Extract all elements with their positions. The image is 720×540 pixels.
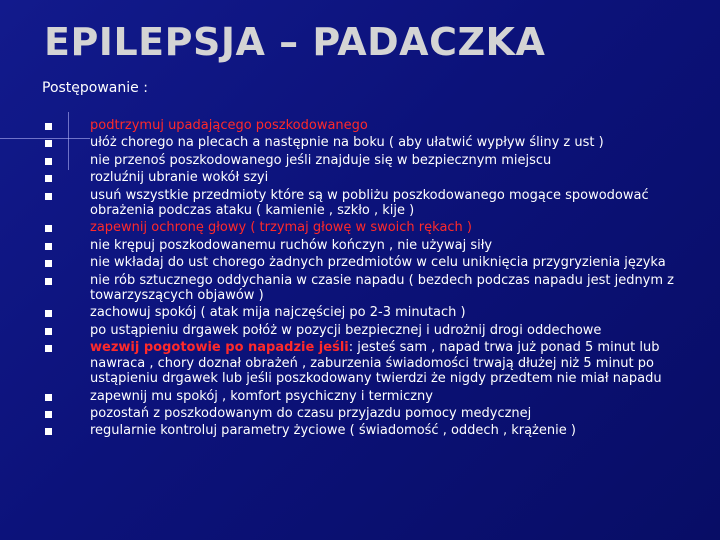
list-item-text: : jesteś sam , napad trwa już ponad 5 minut lub nawraca , chory doznał obrażeń , zaburzenia świadomości trwają dłużej niż 5 minut po ustąpieniu drgawek lub jeśli poszkodowany twierdzi że nigdy przedtem nie miał napadu [90, 340, 662, 387]
list-item [40, 188, 680, 219]
list-item [40, 406, 680, 421]
list-item-text: zapewnij ochronę głowy ( trzymaj głowę w swoich rękach ) [90, 220, 473, 236]
list-item [40, 118, 680, 133]
square-bullet-icon [45, 140, 52, 147]
square-bullet-icon [45, 328, 52, 335]
list-item-text: nie rób sztucznego oddychania w czasie napadu ( bezdech podczas napadu jest jednym z towarzyszących objawów ) [90, 272, 674, 304]
list-item [40, 323, 680, 338]
square-bullet-icon [45, 345, 52, 352]
list-item-text: zachowuj spokój ( atak mija najczęściej po 2-3 minutach ) [90, 305, 466, 321]
square-bullet-icon [45, 394, 52, 401]
square-bullet-icon [45, 225, 52, 232]
list-item [40, 153, 680, 168]
list-item [40, 238, 680, 253]
slide-subtitle: Postępowanie : [42, 80, 148, 96]
list-item [40, 340, 680, 386]
list-item-text: po ustąpieniu drgawek połóż w pozycji bezpiecznej i udrożnij drogi oddechowe [90, 322, 602, 338]
list-item-text: nie wkładaj do ust chorego żadnych przedmiotów w celu uniknięcia przygryzienia języka [90, 255, 666, 271]
list-item-text: rozluźnij ubranie wokół szyi [90, 170, 269, 186]
square-bullet-icon [45, 310, 52, 317]
list-item-text: pozostań z poszkodowanym do czasu przyjazdu pomocy medycznej [90, 405, 532, 421]
list-item-text: regularnie kontroluj parametry życiowe ( świadomość , oddech , krążenie ) [90, 423, 576, 439]
square-bullet-icon [45, 123, 52, 130]
list-item-text: nie krępuj poszkodowanemu ruchów kończyn , nie używaj siły [90, 237, 493, 253]
list-item [40, 305, 680, 320]
procedure-list [40, 118, 680, 439]
list-item [40, 389, 680, 404]
list-item-text: ułóż chorego na plecach a następnie na boku ( aby ułatwić wypływ śliny z ust ) [90, 135, 604, 151]
list-item-text: usuń wszystkie przedmioty które są w pobliżu poszkodowanego mogące spowodować obrażenia podczas ataku ( kamienie , szkło , kije ) [90, 187, 649, 219]
list-item-text: zapewnij mu spokój , komfort psychiczny i termiczny [90, 388, 433, 404]
list-item [40, 255, 680, 270]
list-item-text: nie przenoś poszkodowanego jeśli znajduje się w bezpiecznym miejscu [90, 152, 552, 168]
square-bullet-icon [45, 158, 52, 165]
list-item [40, 220, 680, 235]
square-bullet-icon [45, 175, 52, 182]
square-bullet-icon [45, 428, 52, 435]
list-item-text: podtrzymuj upadającego poszkodowanego [90, 118, 368, 133]
square-bullet-icon [45, 278, 52, 285]
square-bullet-icon [45, 193, 52, 200]
square-bullet-icon [45, 260, 52, 267]
square-bullet-icon [45, 411, 52, 418]
slide-title: EPILEPSJA – PADACZKA [44, 20, 546, 64]
list-item [40, 135, 680, 150]
list-item-emphasis: wezwij pogotowie po napadzie jeśli [90, 340, 349, 356]
list-item [40, 170, 680, 185]
list-item [40, 423, 680, 438]
list-item [40, 273, 680, 304]
square-bullet-icon [45, 243, 52, 250]
